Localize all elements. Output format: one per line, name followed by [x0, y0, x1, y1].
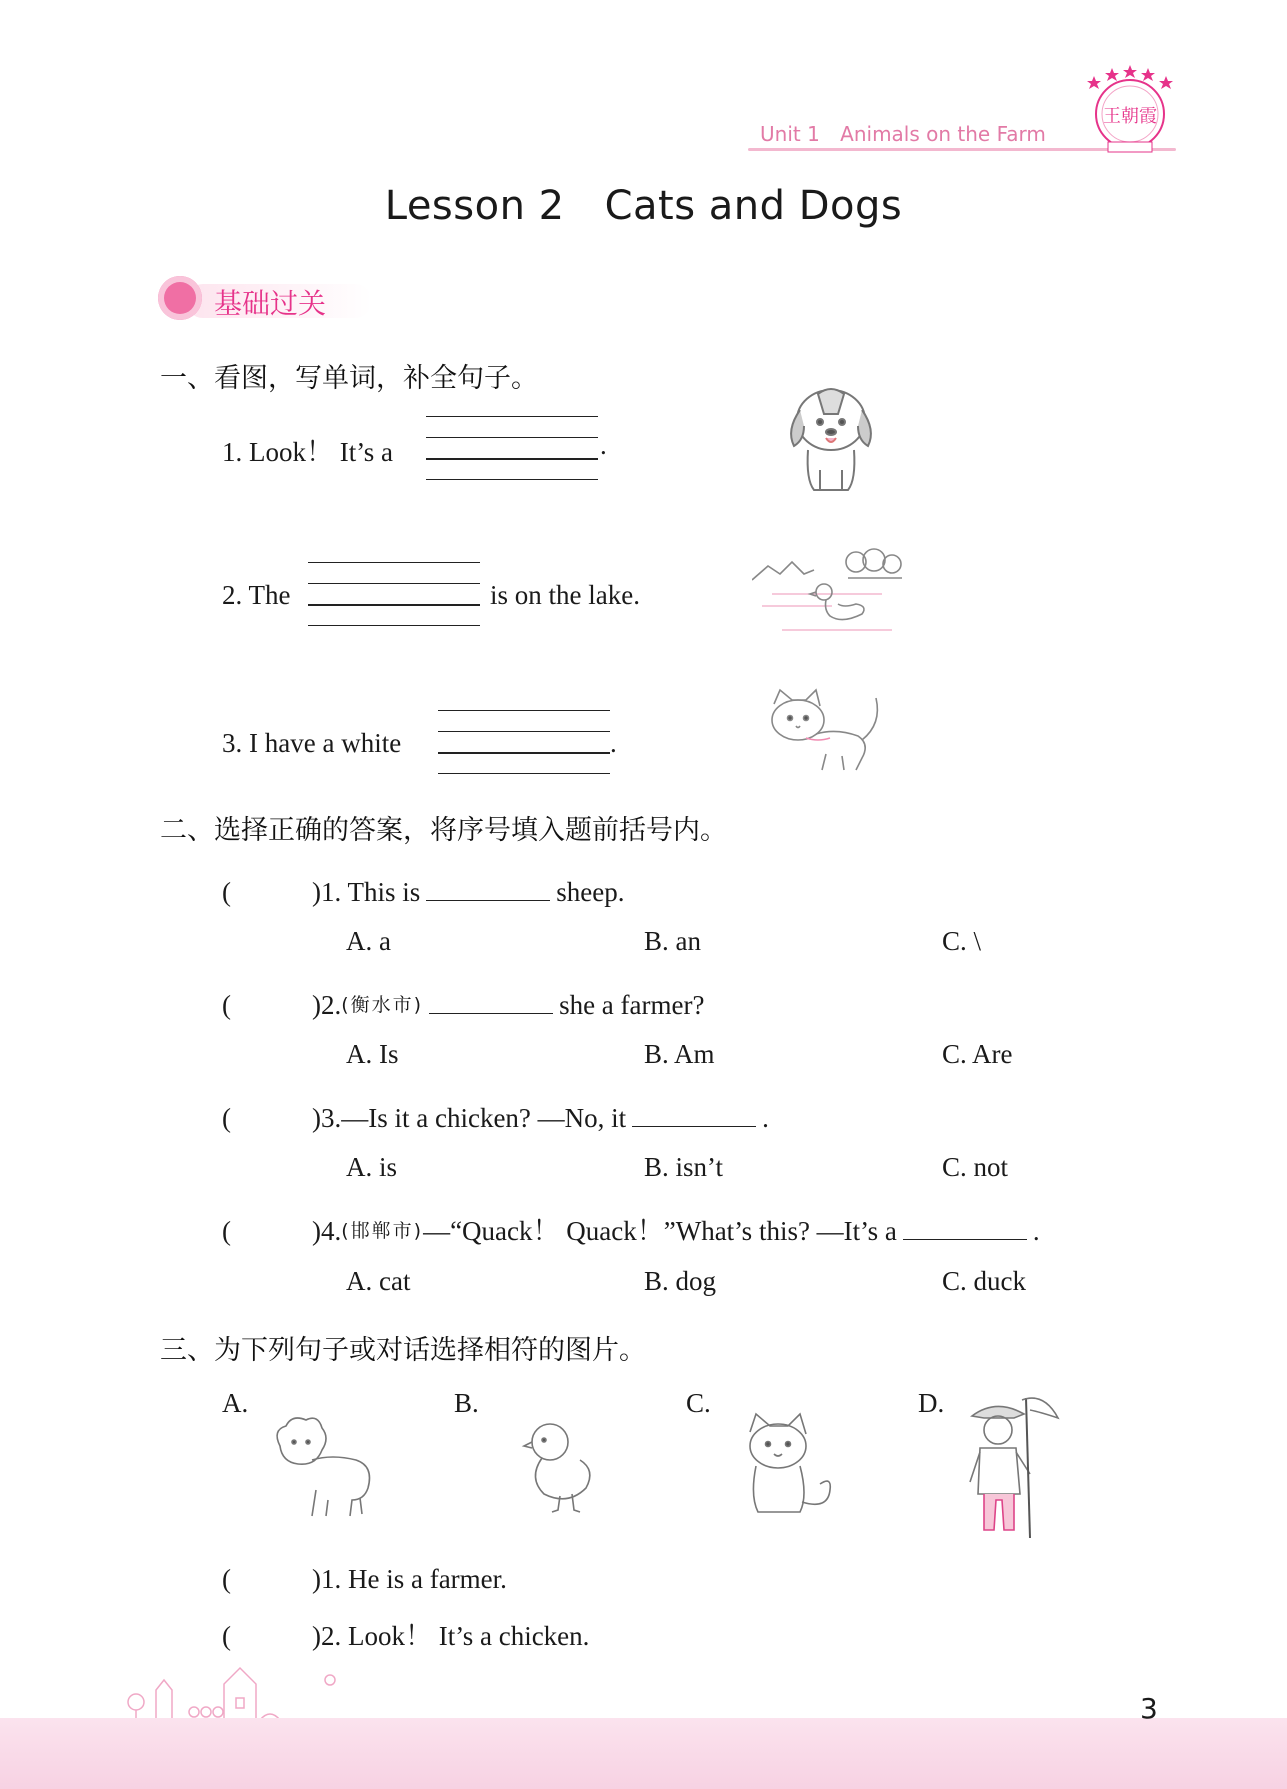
question-text-before: —“Quack！ Quack！”What’s this? —It’s a [423, 1216, 897, 1246]
question-text-after: . [762, 1103, 769, 1133]
writing-line-mid [426, 437, 598, 438]
writing-line-top [426, 416, 598, 417]
unit-header [760, 122, 1060, 146]
lesson-number: Lesson 2 [384, 183, 565, 229]
part2-heading: 二、选择正确的答案，将序号填入题前括号内。 [160, 815, 727, 846]
part1-item-1 [222, 430, 393, 469]
question-number: 4. [320, 1216, 342, 1246]
picture-label-b: B. [454, 1388, 479, 1418]
question-text-before: —Is it a chicken? —No, it [341, 1103, 627, 1133]
answer-line-3[interactable] [438, 752, 610, 754]
option-b[interactable]: B. an [644, 926, 701, 956]
lesson-name: Cats and Dogs [604, 183, 903, 229]
answer-blank[interactable] [903, 1217, 1027, 1240]
writing-line-bottom [308, 625, 480, 626]
answer-bracket[interactable]: ( ) [222, 1564, 321, 1594]
publisher-logo [1074, 62, 1182, 154]
question-2 [222, 983, 704, 1022]
question-number: 2. [320, 990, 342, 1020]
writing-line-bottom [438, 773, 610, 774]
question-number: 1. [320, 877, 342, 907]
part3-item-2-text: 2. Look！ It’s a chicken. [320, 1621, 590, 1651]
logo-text: 王朝霞 [1103, 106, 1157, 127]
writing-line-bottom [426, 479, 598, 480]
option-a[interactable]: A. is [346, 1152, 398, 1182]
answer-bracket[interactable]: ( ) [222, 1216, 321, 1246]
page-number: 3 [1140, 1692, 1158, 1725]
writing-line-top [438, 710, 610, 711]
page-title [0, 183, 1287, 229]
unit-number: Unit 1 [760, 122, 820, 146]
section-badge [158, 276, 378, 324]
part3-heading: 三、为下列句子或对话选择相符的图片。 [160, 1335, 646, 1366]
cat-picture [736, 1410, 836, 1522]
option-c[interactable]: C. not [942, 1152, 1009, 1182]
answer-line-2[interactable] [308, 604, 480, 606]
source-note: (衡水市) [341, 994, 424, 1016]
picture-label-c: C. [686, 1388, 711, 1418]
part3-item-1 [222, 1557, 507, 1596]
dog-picture [778, 380, 884, 496]
question-3 [222, 1096, 769, 1135]
option-c[interactable]: C. Are [942, 1039, 1013, 1069]
footer-band [0, 1718, 1287, 1789]
answer-blank[interactable] [632, 1104, 756, 1127]
answer-blank[interactable] [426, 878, 550, 901]
question-text-before: This is [347, 877, 421, 907]
answer-bracket[interactable]: ( ) [222, 990, 321, 1020]
part1-heading: 一、看图，写单词，补全句子。 [160, 363, 538, 394]
chicken-picture [520, 1414, 600, 1516]
part1-item-2-text: 2. The [222, 580, 291, 610]
duck-picture [752, 544, 908, 648]
farmer-picture [966, 1390, 1064, 1540]
part3-item-2 [222, 1614, 589, 1653]
unit-title: Animals on the Farm [840, 122, 1046, 146]
answer-blank[interactable] [429, 991, 553, 1014]
part1-item-1-text: 1. Look！ It’s a [222, 437, 393, 467]
part1-item-3-text: 3. I have a white [222, 728, 402, 758]
option-a[interactable]: A. Is [346, 1039, 399, 1069]
cat-picture [766, 684, 892, 780]
option-c[interactable]: C. \ [942, 926, 982, 956]
badge-globe-icon [158, 276, 202, 320]
picture-label-a: A. [222, 1388, 249, 1418]
writing-line-top [308, 562, 480, 563]
question-text-after: sheep. [556, 877, 625, 907]
writing-line-mid [438, 731, 610, 732]
part1-item-3-end: . [610, 728, 617, 758]
picture-label-d: D. [918, 1388, 945, 1418]
writing-line-mid [308, 583, 480, 584]
option-a[interactable]: A. a [346, 926, 391, 956]
option-b[interactable]: B. isn’t [644, 1152, 724, 1182]
option-a[interactable]: A. cat [346, 1266, 411, 1296]
part3-item-1-text: 1. He is a farmer. [320, 1564, 507, 1594]
question-number: 3. [320, 1103, 342, 1133]
star-icon [1087, 65, 1173, 89]
answer-bracket[interactable]: ( ) [222, 877, 321, 907]
answer-bracket[interactable]: ( ) [222, 1621, 321, 1651]
option-b[interactable]: B. Am [644, 1039, 715, 1069]
part1-item-1-end: . [600, 430, 607, 460]
section-badge-label: 基础过关 [214, 287, 327, 320]
source-note: (邯郸市) [341, 1220, 424, 1242]
question-4 [222, 1209, 1040, 1248]
answer-line-1[interactable] [426, 458, 598, 460]
option-c[interactable]: C. duck [942, 1266, 1026, 1296]
answer-bracket[interactable]: ( ) [222, 1103, 321, 1133]
question-1 [222, 870, 625, 909]
question-text-after: . [1032, 1216, 1040, 1246]
sheep-picture [272, 1410, 376, 1522]
option-b[interactable]: B. dog [644, 1266, 717, 1296]
question-text-after: she a farmer? [559, 990, 705, 1020]
part1-item-2-end: is on the lake. [490, 580, 640, 610]
castle-decoration-icon [120, 1650, 340, 1722]
